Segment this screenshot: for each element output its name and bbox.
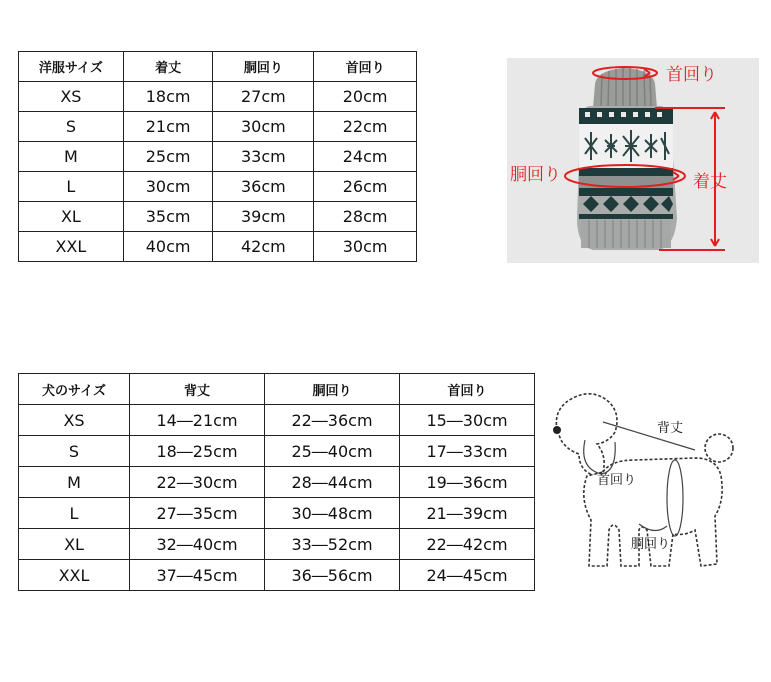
size-label-cell: XXL (19, 560, 130, 591)
measurement-cell: 22―42cm (400, 529, 535, 560)
size-label-cell: XS (19, 82, 124, 112)
column-header: 着丈 (123, 52, 213, 82)
dog-size-table-body (19, 374, 535, 591)
measurement-cell: 35cm (123, 202, 213, 232)
table-row (19, 172, 417, 202)
measurement-cell: 39cm (213, 202, 314, 232)
measurement-cell: 14―21cm (130, 405, 265, 436)
measurement-cell: 18―25cm (130, 436, 265, 467)
table-row (19, 82, 417, 112)
dog-size-table (18, 373, 535, 591)
size-label-cell: S (19, 112, 124, 142)
measurement-cell: 40cm (123, 232, 213, 262)
measurement-cell: 42cm (213, 232, 314, 262)
table-row (19, 498, 535, 529)
column-header: 首回り (400, 374, 535, 405)
dog-nose-icon (553, 426, 561, 434)
dog-neck-label: 首回り (597, 473, 637, 488)
dog-chest-label: 胴回り (631, 537, 671, 552)
size-label-cell: M (19, 467, 130, 498)
measurement-cell: 21―39cm (400, 498, 535, 529)
measurement-cell: 26cm (314, 172, 417, 202)
table-row (19, 405, 535, 436)
measurement-cell: 28―44cm (265, 467, 400, 498)
chest-label: 胴回り (510, 165, 561, 185)
table-row (19, 112, 417, 142)
table-row (19, 202, 417, 232)
table-row (19, 436, 535, 467)
measurement-cell: 25cm (123, 142, 213, 172)
dog-measurement-diagram (545, 380, 760, 575)
measurement-cell: 36―56cm (265, 560, 400, 591)
column-header: 胴回り (265, 374, 400, 405)
measurement-cell: 30―48cm (265, 498, 400, 529)
size-label-cell: XXL (19, 232, 124, 262)
table-row (19, 529, 535, 560)
table-header-row (19, 52, 417, 82)
table-row (19, 467, 535, 498)
measurement-cell: 19―36cm (400, 467, 535, 498)
measurement-cell: 24cm (314, 142, 417, 172)
table-row (19, 560, 535, 591)
table-row (19, 142, 417, 172)
column-header: 首回り (314, 52, 417, 82)
measurement-cell: 22cm (314, 112, 417, 142)
clothing-size-table-body (19, 52, 417, 262)
size-label-cell: XL (19, 529, 130, 560)
size-label-cell: XL (19, 202, 124, 232)
size-label-cell: L (19, 172, 124, 202)
column-header: 犬のサイズ (19, 374, 130, 405)
size-label-cell: M (19, 142, 124, 172)
measurement-cell: 27―35cm (130, 498, 265, 529)
column-header: 背丈 (130, 374, 265, 405)
measurement-cell: 20cm (314, 82, 417, 112)
measurement-cell: 24―45cm (400, 560, 535, 591)
length-label: 着丈 (693, 172, 727, 192)
neck-label: 首回り (666, 65, 717, 85)
sweater-measurement-diagram (507, 58, 759, 263)
size-label-cell: L (19, 498, 130, 529)
measurement-cell: 30cm (213, 112, 314, 142)
measurement-cell: 36cm (213, 172, 314, 202)
measurement-cell: 21cm (123, 112, 213, 142)
size-label-cell: XS (19, 405, 130, 436)
size-label-cell: S (19, 436, 130, 467)
column-header: 洋服サイズ (19, 52, 124, 82)
column-header: 胴回り (213, 52, 314, 82)
clothing-size-table (18, 51, 417, 262)
measurement-cell: 28cm (314, 202, 417, 232)
measurement-cell: 30cm (123, 172, 213, 202)
measurement-cell: 33cm (213, 142, 314, 172)
measurement-cell: 15―30cm (400, 405, 535, 436)
table-row (19, 232, 417, 262)
measurement-cell: 33―52cm (265, 529, 400, 560)
measurement-cell: 30cm (314, 232, 417, 262)
measurement-cell: 32―40cm (130, 529, 265, 560)
measurement-cell: 27cm (213, 82, 314, 112)
table-header-row (19, 374, 535, 405)
measurement-cell: 22―30cm (130, 467, 265, 498)
measurement-cell: 37―45cm (130, 560, 265, 591)
measurement-cell: 22―36cm (265, 405, 400, 436)
measurement-cell: 18cm (123, 82, 213, 112)
measurement-cell: 17―33cm (400, 436, 535, 467)
back-label: 背丈 (657, 421, 684, 436)
measurement-cell: 25―40cm (265, 436, 400, 467)
